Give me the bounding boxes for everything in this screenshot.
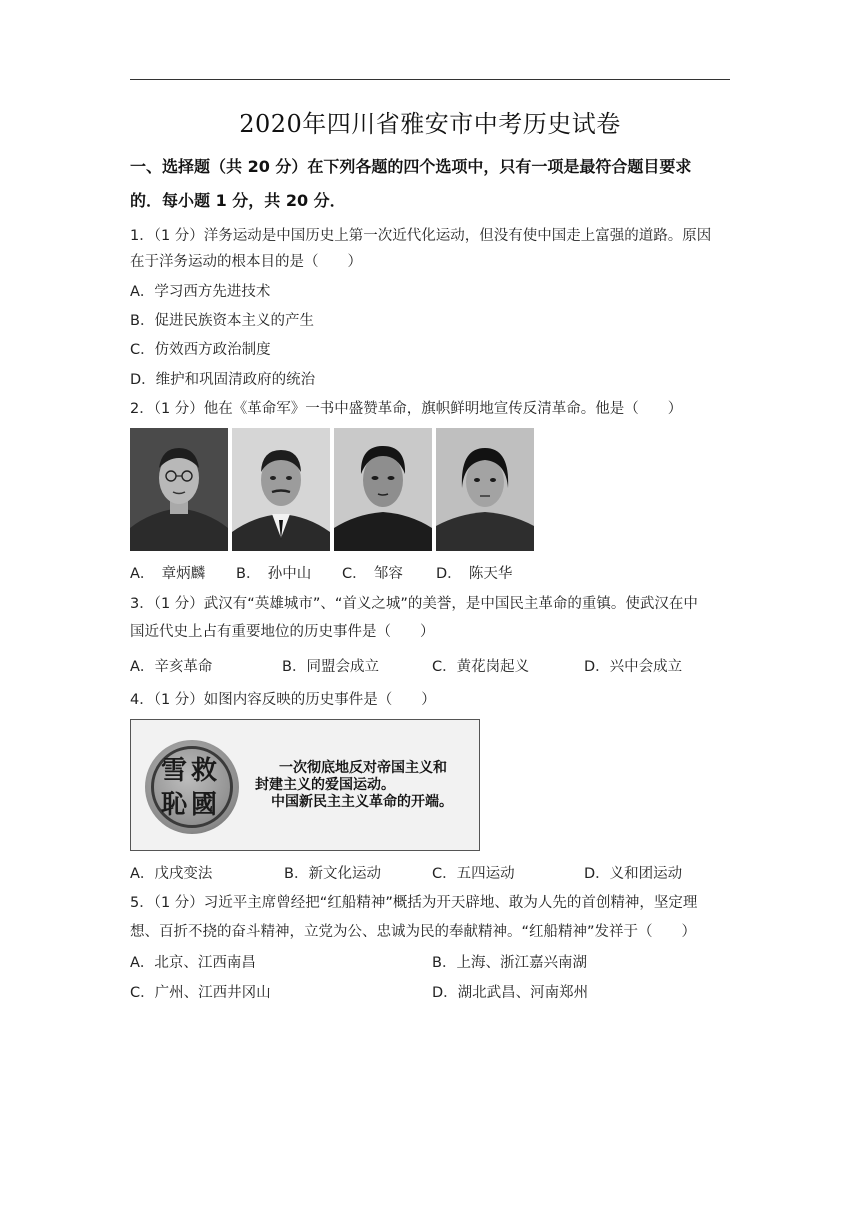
q3-stem-line-1: 3．（1 分）武汉有“英雄城市”、“首义之城”的美誉，是中国民主革命的重镇。使武汉在中 bbox=[130, 596, 698, 612]
q4-option-b[interactable]: B．新文化运动 bbox=[284, 866, 381, 882]
page-title: 2020年四川省雅安市中考历史试卷 bbox=[239, 110, 621, 138]
q1-stem-line-2: 在于洋务运动的根本目的是（ ） bbox=[130, 254, 362, 270]
portrait-image-d bbox=[436, 428, 534, 551]
seal-char-4: 國 bbox=[191, 790, 218, 820]
q2-option-b[interactable]: B． 孙中山 bbox=[236, 566, 312, 582]
q5-stem-line-1: 5．（1 分）习近平主席曾经把“红船精神”概括为开天辟地、敢为人先的首创精神，坚定理 bbox=[130, 895, 698, 911]
portrait-image-a bbox=[130, 428, 228, 551]
may-fourth-figure bbox=[130, 719, 480, 851]
portrait-image-b bbox=[232, 428, 330, 551]
q3-option-c[interactable]: C．黄花岗起义 bbox=[432, 659, 530, 675]
figure-caption-line-1: 一次彻底地反对帝国主义和 bbox=[279, 760, 447, 776]
q2-option-d[interactable]: D． 陈天华 bbox=[436, 566, 513, 582]
seal-char-1: 雪 bbox=[161, 756, 188, 786]
q2-stem: 2．（1 分）他在《革命军》一书中盛赞革命，旗帜鲜明地宣传反清革命。他是（ ） bbox=[130, 401, 683, 417]
q1-stem-line-1: 1．（1 分）洋务运动是中国历史上第一次近代化运动，但没有使中国走上富强的道路。原因 bbox=[130, 228, 712, 244]
section-heading-line-1: 一、选择题（共 20 分）在下列各题的四个选项中，只有一项是最符合题目要求 bbox=[130, 157, 692, 176]
q5-option-a[interactable]: A．北京、江西南昌 bbox=[130, 955, 256, 971]
q5-option-b[interactable]: B．上海、浙江嘉兴南湖 bbox=[432, 955, 587, 971]
q2-option-a[interactable]: A． 章炳麟 bbox=[130, 566, 206, 582]
q4-option-c[interactable]: C．五四运动 bbox=[432, 866, 515, 882]
q1-option-b[interactable]: B．促进民族资本主义的产生 bbox=[130, 313, 314, 329]
q2-option-c[interactable]: C． 邹容 bbox=[342, 566, 403, 582]
figure-caption-line-3: 中国新民主主义革命的开端。 bbox=[271, 794, 453, 810]
figure-caption bbox=[255, 760, 453, 811]
q5-stem-line-2: 想、百折不挠的奋斗精神，立党为公、忠诚为民的奉献精神。“红船精神”发祥于（ ） bbox=[130, 924, 697, 940]
seal-char-3: 恥 bbox=[161, 790, 188, 820]
q3-stem-line-2: 国近代史上占有重要地位的历史事件是（ ） bbox=[130, 624, 435, 640]
q3-option-b[interactable]: B．同盟会成立 bbox=[282, 659, 379, 675]
q5-option-c[interactable]: C．广州、江西井冈山 bbox=[130, 985, 271, 1001]
portrait-image-c bbox=[334, 428, 432, 551]
q3-option-d[interactable]: D．兴中会成立 bbox=[584, 659, 683, 675]
q1-option-d[interactable]: D．维护和巩固清政府的统治 bbox=[130, 372, 316, 388]
q1-option-c[interactable]: C．仿效西方政治制度 bbox=[130, 342, 271, 358]
figure-caption-line-2: 封建主义的爱国运动。 bbox=[255, 777, 395, 793]
q1-option-a[interactable]: A．学习西方先进技术 bbox=[130, 284, 271, 300]
seal-char-2: 救 bbox=[191, 756, 218, 786]
q3-option-a[interactable]: A．辛亥革命 bbox=[130, 659, 213, 675]
q4-option-a[interactable]: A．戊戌变法 bbox=[130, 866, 213, 882]
q5-option-d[interactable]: D．湖北武昌、河南郑州 bbox=[432, 985, 589, 1001]
top-rule bbox=[130, 79, 730, 80]
section-heading-line-2: 的．每小题 1 分，共 20 分． bbox=[130, 191, 346, 210]
q4-stem: 4．（1 分）如图内容反映的历史事件是（ ） bbox=[130, 692, 436, 708]
q4-option-d[interactable]: D．义和团运动 bbox=[584, 866, 683, 882]
